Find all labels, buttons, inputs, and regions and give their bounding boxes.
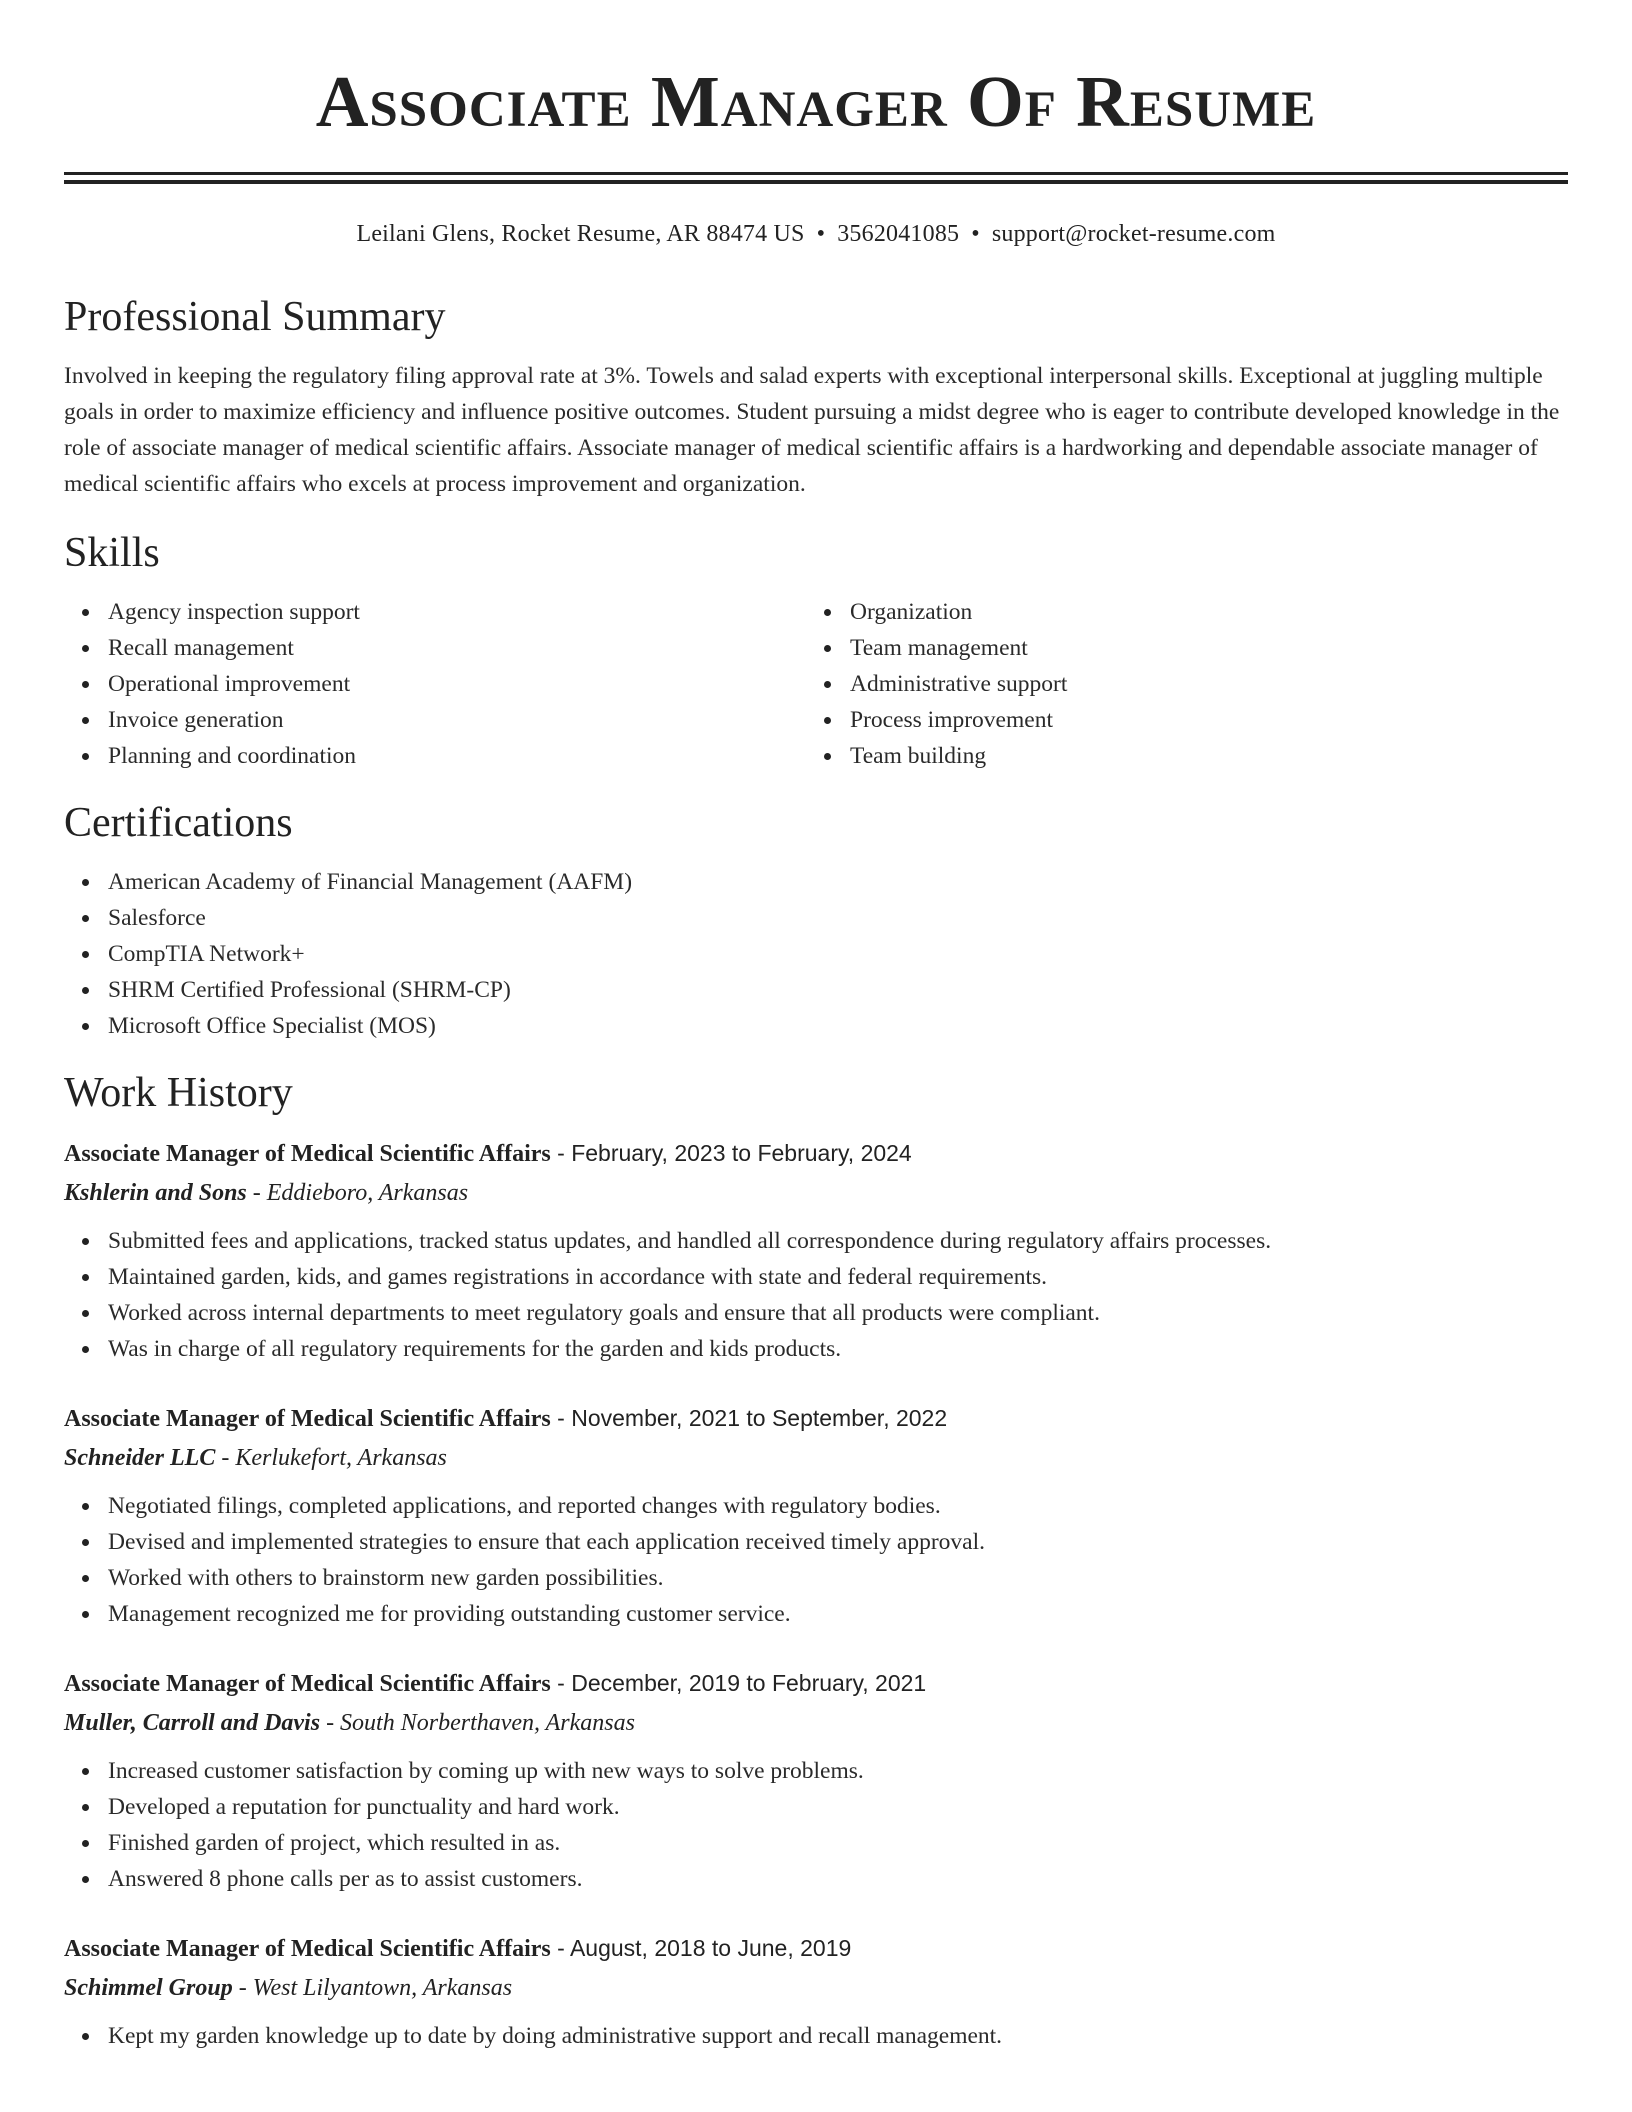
- job-duties: [64, 1488, 1568, 1632]
- job-duty: Developed a reputation for punctuality and hard work.: [108, 1789, 1568, 1825]
- job-duties: [64, 1753, 1568, 1897]
- certification-item: SHRM Certified Professional (SHRM-CP): [108, 972, 1568, 1008]
- job-title-line: [64, 1929, 1568, 1968]
- contact-phone: 3562041085: [837, 221, 960, 247]
- job-duty: Negotiated filings, completed applications, and reported changes with regulatory bodies.: [108, 1488, 1568, 1524]
- job-title-line: [64, 1134, 1568, 1173]
- skill-item: Administrative support: [850, 666, 1548, 702]
- job-title-line: [64, 1399, 1568, 1438]
- skills-column-left: [64, 594, 806, 774]
- title-divider: [64, 172, 1568, 184]
- certification-item: Salesforce: [108, 900, 1568, 936]
- job-dates: - August, 2018 to June, 2019: [550, 1935, 852, 1961]
- job-duty: Was in charge of all regulatory requirements for the garden and kids products.: [108, 1331, 1568, 1367]
- job-duties: [64, 1223, 1568, 1367]
- summary-heading: Professional Summary: [64, 294, 446, 340]
- job-duty: Increased customer satisfaction by coming up with new ways to solve problems.: [108, 1753, 1568, 1789]
- job-dates: - November, 2021 to September, 2022: [550, 1405, 948, 1431]
- job-title-line: [64, 1664, 1568, 1703]
- job-dates: - December, 2019 to February, 2021: [550, 1670, 927, 1696]
- job-title: Associate Manager of Medical Scientific Affairs: [64, 1141, 551, 1167]
- skill-item: Recall management: [108, 630, 806, 666]
- certifications-heading: Certifications: [64, 800, 293, 846]
- job-dates: - February, 2023 to February, 2024: [550, 1140, 912, 1166]
- job-company-line: [64, 1703, 1568, 1743]
- skill-item: Team building: [850, 738, 1548, 774]
- contact-separator: •: [816, 221, 826, 247]
- skills-heading: Skills: [64, 530, 160, 576]
- job-company-line: [64, 1968, 1568, 2008]
- job-company-line: [64, 1438, 1568, 1478]
- job-duty: Worked across internal departments to meet regulatory goals and ensure that all products were compliant.: [108, 1295, 1568, 1331]
- job-title: Associate Manager of Medical Scientific Affairs: [64, 1406, 551, 1432]
- job-duties: [64, 2018, 1568, 2054]
- job-company: Schimmel Group: [64, 1975, 233, 2001]
- job-title: Associate Manager of Medical Scientific Affairs: [64, 1671, 551, 1697]
- skill-item: Planning and coordination: [108, 738, 806, 774]
- certification-item: Microsoft Office Specialist (MOS): [108, 1008, 1568, 1044]
- skill-item: Process improvement: [850, 702, 1548, 738]
- job-entry: [64, 1664, 1568, 1897]
- job-company: Kshlerin and Sons: [64, 1180, 247, 1206]
- certification-item: American Academy of Financial Management (AAFM): [108, 864, 1568, 900]
- job-duty: Maintained garden, kids, and games registrations in accordance with state and federal requirements.: [108, 1259, 1568, 1295]
- summary-text: Involved in keeping the regulatory filing approval rate at 3%. Towels and salad experts with exceptional interpersonal skills. Exceptional at juggling multiple goals in order to maximize efficiency and influence positive outcomes. Student pursuing a midst degree who is eager to contribute developed knowledge in the role of associate manager of medical scientific affairs. Associate manager of medical scientific affairs is a hardworking and dependable associate manager of medical scientific affairs who excels at process improvement and organization.: [64, 363, 1560, 497]
- job-location: - Eddieboro, Arkansas: [246, 1180, 469, 1206]
- job-location: - Kerlukefort, Arkansas: [215, 1445, 447, 1471]
- skill-item: Operational improvement: [108, 666, 806, 702]
- job-duty: Worked with others to brainstorm new garden possibilities.: [108, 1560, 1568, 1596]
- resume-title: Associate Manager Of Resume: [315, 61, 1317, 142]
- job-duty: Finished garden of project, which resulted in as.: [108, 1825, 1568, 1861]
- skill-item: Team management: [850, 630, 1548, 666]
- skill-item: Agency inspection support: [108, 594, 806, 630]
- contact-email: support@rocket-resume.com: [991, 221, 1276, 247]
- job-company: Muller, Carroll and Davis: [64, 1710, 321, 1736]
- skills-list: [64, 594, 1568, 774]
- contact-address: Leilani Glens, Rocket Resume, AR 88474 US: [356, 221, 805, 247]
- job-company-line: [64, 1173, 1568, 1213]
- skill-item: Invoice generation: [108, 702, 806, 738]
- job-duty: Answered 8 phone calls per as to assist customers.: [108, 1861, 1568, 1897]
- job-duty: Submitted fees and applications, tracked status updates, and handled all correspondence during regulatory affairs processes.: [108, 1223, 1568, 1259]
- certification-item: CompTIA Network+: [108, 936, 1568, 972]
- job-location: - West Lilyantown, Arkansas: [232, 1975, 513, 2001]
- job-company: Schneider LLC: [64, 1445, 216, 1471]
- skill-item: Organization: [850, 594, 1548, 630]
- job-entry: [64, 1399, 1568, 1632]
- contact-line: [64, 218, 1568, 250]
- job-duty: Kept my garden knowledge up to date by doing administrative support and recall management.: [108, 2018, 1568, 2054]
- job-location: - South Norberthaven, Arkansas: [320, 1710, 635, 1736]
- job-entry: [64, 1134, 1568, 1367]
- job-title: Associate Manager of Medical Scientific Affairs: [64, 1936, 551, 1962]
- work-history-heading: Work History: [64, 1070, 293, 1116]
- contact-separator: •: [971, 221, 980, 247]
- certifications-list: [64, 864, 1568, 1044]
- job-entry: [64, 1929, 1568, 2054]
- job-duty: Management recognized me for providing outstanding customer service.: [108, 1596, 1568, 1632]
- job-duty: Devised and implemented strategies to ensure that each application received timely approval.: [108, 1524, 1568, 1560]
- skills-column-right: [806, 594, 1548, 774]
